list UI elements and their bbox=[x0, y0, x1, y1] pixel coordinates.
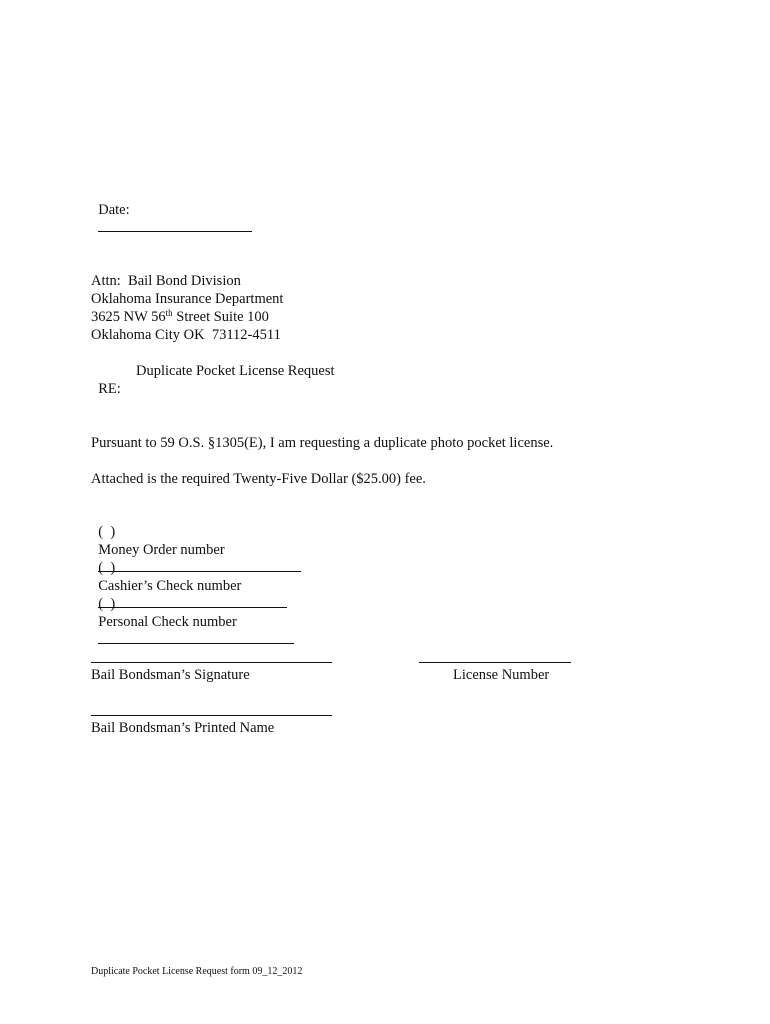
personal-check-checkbox[interactable]: ( ) bbox=[98, 596, 116, 612]
street-ordinal-suffix: th bbox=[165, 308, 173, 318]
license-number-field[interactable] bbox=[419, 662, 571, 663]
personal-check-label: Personal Check number bbox=[98, 614, 237, 630]
street-number: 3625 NW 56 bbox=[91, 309, 166, 325]
license-number-label: License Number bbox=[453, 667, 550, 683]
city-line: Oklahoma City OK 73112-4511 bbox=[91, 327, 281, 343]
form-footer: Duplicate Pocket License Request form 09_12_2012 bbox=[91, 966, 303, 977]
department-line: Oklahoma Insurance Department bbox=[91, 291, 284, 307]
money-order-checkbox[interactable]: ( ) bbox=[98, 524, 116, 540]
date-field[interactable] bbox=[98, 219, 252, 232]
request-statement: Pursuant to 59 O.S. §1305(E), I am requesting a duplicate photo pocket license. bbox=[91, 435, 554, 451]
signature-label: Bail Bondsman’s Signature bbox=[91, 667, 250, 683]
re-label: RE: bbox=[98, 381, 121, 397]
personal-check-number-field[interactable] bbox=[98, 631, 294, 644]
date-line bbox=[91, 183, 252, 237]
date-label: Date: bbox=[98, 202, 130, 218]
attn-line: Attn: Bail Bond Division bbox=[91, 273, 241, 289]
cashiers-check-label: Cashier’s Check number bbox=[98, 578, 242, 594]
street-rest: Street Suite 100 bbox=[172, 309, 269, 325]
re-line bbox=[91, 362, 121, 398]
payment-option-personal-check bbox=[91, 577, 294, 649]
printed-name-field[interactable] bbox=[91, 715, 332, 716]
fee-statement: Attached is the required Twenty-Five Dollar ($25.00) fee. bbox=[91, 471, 426, 487]
printed-name-label: Bail Bondsman’s Printed Name bbox=[91, 720, 275, 736]
signature-field[interactable] bbox=[91, 662, 332, 663]
cashiers-check-checkbox[interactable]: ( ) bbox=[98, 560, 116, 576]
re-subject: Duplicate Pocket License Request bbox=[136, 363, 335, 379]
street-line bbox=[91, 308, 269, 326]
money-order-label: Money Order number bbox=[98, 542, 225, 558]
